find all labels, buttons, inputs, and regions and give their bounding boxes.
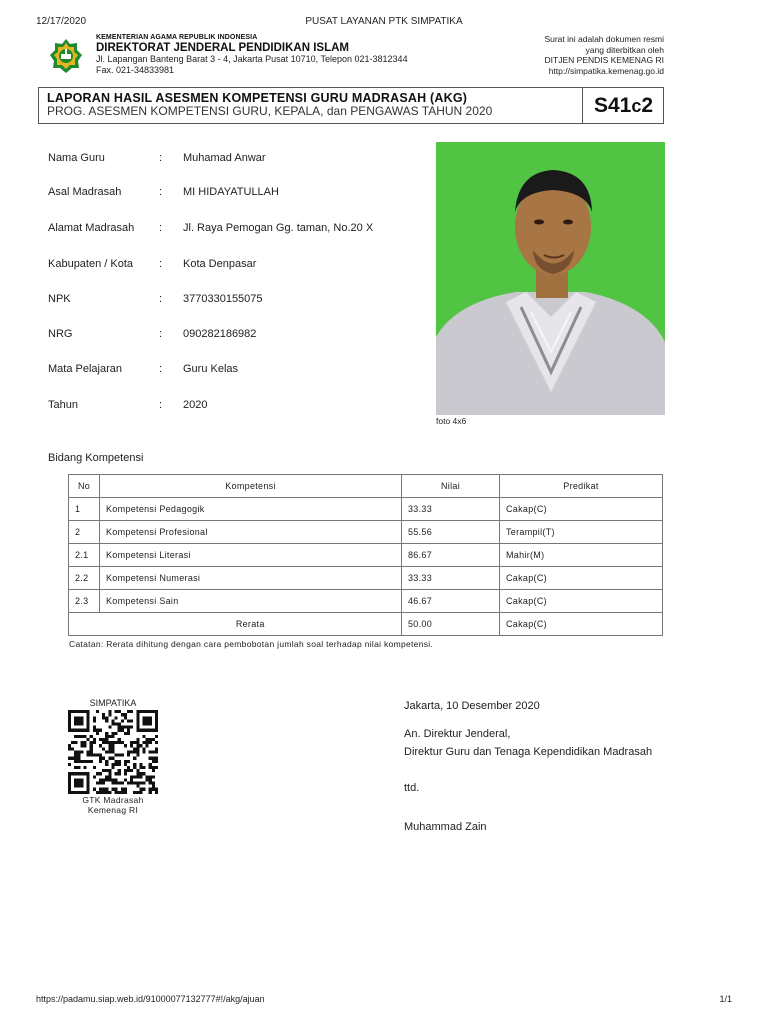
info-colon: : bbox=[159, 152, 163, 164]
info-colon: : bbox=[159, 328, 163, 340]
cell-kompetensi: Kompetensi Profesional bbox=[100, 521, 402, 544]
report-title: LAPORAN HASIL ASESMEN KOMPETENSI GURU MADRASAH (AKG) bbox=[47, 91, 468, 105]
sign-ttd: ttd. bbox=[404, 782, 420, 794]
header-kompetensi: Kompetensi bbox=[100, 475, 402, 498]
info-label: Mata Pelajaran bbox=[48, 363, 122, 375]
header-predikat: Predikat bbox=[500, 475, 663, 498]
info-label: Alamat Madrasah bbox=[48, 222, 135, 234]
qr-caption-2: Kemenag RI bbox=[87, 804, 139, 815]
info-label: NRG bbox=[48, 328, 73, 340]
info-row-npk bbox=[48, 293, 428, 309]
sign-place-date: Jakarta, 10 Desember 2020 bbox=[404, 700, 540, 712]
info-value: MI HIDAYATULLAH bbox=[183, 186, 279, 198]
header-no: No bbox=[69, 475, 100, 498]
report-subtitle: PROG. ASESMEN KOMPETENSI GURU, KEPALA, dan PENGAWAS TAHUN 2020 bbox=[47, 104, 493, 118]
info-value: Guru Kelas bbox=[183, 363, 239, 375]
cell-no: 2 bbox=[69, 521, 100, 544]
info-value: 3770330155075 bbox=[183, 293, 263, 305]
table-row bbox=[69, 590, 663, 613]
qr-caption-1: GTK Madrasah bbox=[82, 795, 144, 805]
competency-table bbox=[68, 474, 663, 636]
info-label: Asal Madrasah bbox=[48, 186, 122, 198]
info-colon: : bbox=[159, 363, 163, 375]
sign-line-1: An. Direktur Jenderal, bbox=[404, 728, 511, 740]
report-title-area bbox=[39, 88, 583, 123]
info-row-alamat bbox=[48, 222, 428, 238]
info-colon: : bbox=[159, 399, 163, 411]
print-header bbox=[36, 16, 732, 30]
address-line: Jl. Lapangan Banteng Barat 3 - 4, Jakarta Pusat 10710, Telepon 021-3812344 bbox=[96, 54, 408, 64]
kemenag-logo-icon bbox=[48, 38, 84, 74]
info-value: Jl. Raya Pemogan Gg. taman, No.20 X bbox=[183, 222, 374, 234]
teacher-photo-illustration bbox=[436, 142, 665, 415]
report-code-main: S41 bbox=[593, 94, 632, 117]
info-colon: : bbox=[159, 293, 163, 305]
cell-no: 2.3 bbox=[69, 590, 100, 613]
teacher-photo bbox=[436, 142, 665, 415]
info-value: Muhamad Anwar bbox=[183, 152, 266, 164]
info-colon: : bbox=[159, 258, 163, 270]
print-page-number: 1/1 bbox=[719, 994, 732, 1004]
cell-predikat: Terampil(T) bbox=[500, 521, 663, 544]
cell-kompetensi: Kompetensi Numerasi bbox=[100, 567, 402, 590]
print-date: 12/17/2020 bbox=[36, 16, 87, 27]
ministry-name: KEMENTERIAN AGAMA REPUBLIK INDONESIA bbox=[96, 34, 258, 41]
notice-line-2: yang diterbitkan oleh bbox=[585, 44, 664, 55]
cell-nilai: 33.33 bbox=[402, 498, 500, 521]
report-code-small: c bbox=[631, 96, 642, 116]
info-value: 090282186982 bbox=[183, 328, 257, 340]
table-row-rerata bbox=[69, 613, 663, 636]
table-row bbox=[69, 521, 663, 544]
info-value: 2020 bbox=[183, 399, 208, 411]
report-code-end: 2 bbox=[641, 94, 654, 117]
info-label: Kabupaten / Kota bbox=[48, 258, 134, 270]
info-colon: : bbox=[159, 222, 163, 234]
info-colon: : bbox=[159, 186, 163, 198]
print-url: https://padamu.siap.web.id/9100007713277​7#!/akg/ajuan bbox=[36, 994, 265, 1004]
cell-blank bbox=[69, 613, 100, 636]
cell-predikat: Cakap(C) bbox=[500, 498, 663, 521]
qr-title: SIMPATIKA bbox=[89, 698, 137, 708]
cell-no: 2.1 bbox=[69, 544, 100, 567]
info-row-madrasah bbox=[48, 186, 428, 202]
fax-line: Fax. 021-34833981 bbox=[96, 65, 175, 75]
info-label: Tahun bbox=[48, 399, 78, 411]
cell-nilai: 33.33 bbox=[402, 567, 500, 590]
info-label: NPK bbox=[48, 293, 71, 305]
cell-predikat: Cakap(C) bbox=[500, 567, 663, 590]
cell-kompetensi: Kompetensi Pedagogik bbox=[100, 498, 402, 521]
official-notice bbox=[544, 34, 664, 76]
qr-block bbox=[64, 698, 162, 815]
qr-code-icon bbox=[68, 710, 158, 794]
cell-predikat: Cakap(C) bbox=[500, 590, 663, 613]
notice-line-4: http://simpatika.kemenag.go.id bbox=[548, 65, 664, 76]
table-row bbox=[69, 498, 663, 521]
cell-nilai: 46.67 bbox=[402, 590, 500, 613]
report-code bbox=[584, 88, 663, 123]
letterhead-text bbox=[96, 34, 408, 76]
photo-caption: foto 4x6 bbox=[436, 416, 467, 426]
cell-predikat: Mahir(M) bbox=[500, 544, 663, 567]
table-row bbox=[69, 567, 663, 590]
notice-line-3: DITJEN PENDIS KEMENAG RI bbox=[544, 55, 664, 65]
directorate-name: DIREKTORAT JENDERAL PENDIDIKAN ISLAM bbox=[96, 42, 350, 54]
table-header-row bbox=[69, 475, 663, 498]
cell-rerata-nilai: 50.00 bbox=[402, 613, 500, 636]
cell-nilai: 55.56 bbox=[402, 521, 500, 544]
report-title-box bbox=[38, 87, 664, 124]
cell-kompetensi: Kompetensi Sain bbox=[100, 590, 402, 613]
cell-nilai: 86.67 bbox=[402, 544, 500, 567]
cell-rerata-predikat: Cakap(C) bbox=[500, 613, 663, 636]
info-row-nama bbox=[48, 152, 428, 168]
cell-rerata-label: Rerata bbox=[100, 613, 402, 636]
info-label: Nama Guru bbox=[48, 152, 105, 164]
cell-kompetensi: Kompetensi Literasi bbox=[100, 544, 402, 567]
cell-no: 2.2 bbox=[69, 567, 100, 590]
print-footer bbox=[36, 994, 732, 1004]
table-note: Catatan: Rerata dihitung dengan cara pembobotan jumlah soal terhadap nilai kompetensi. bbox=[69, 639, 434, 649]
info-row-kota bbox=[48, 258, 428, 274]
info-row-tahun bbox=[48, 399, 428, 415]
cell-no: 1 bbox=[69, 498, 100, 521]
table-row bbox=[69, 544, 663, 567]
header-nilai: Nilai bbox=[402, 475, 500, 498]
sign-name: Muhammad Zain bbox=[404, 821, 487, 833]
info-row-mapel bbox=[48, 363, 428, 379]
info-row-nrg bbox=[48, 328, 428, 344]
sign-line-2: Direktur Guru dan Tenaga Kependidikan Madrasah bbox=[404, 746, 653, 758]
section-label: Bidang Kompetensi bbox=[48, 452, 144, 464]
notice-line-1: Surat ini adalah dokumen resmi bbox=[544, 34, 664, 44]
print-title: PUSAT LAYANAN PTK SIMPATIKA bbox=[305, 16, 463, 27]
info-value: Kota Denpasar bbox=[183, 258, 257, 270]
